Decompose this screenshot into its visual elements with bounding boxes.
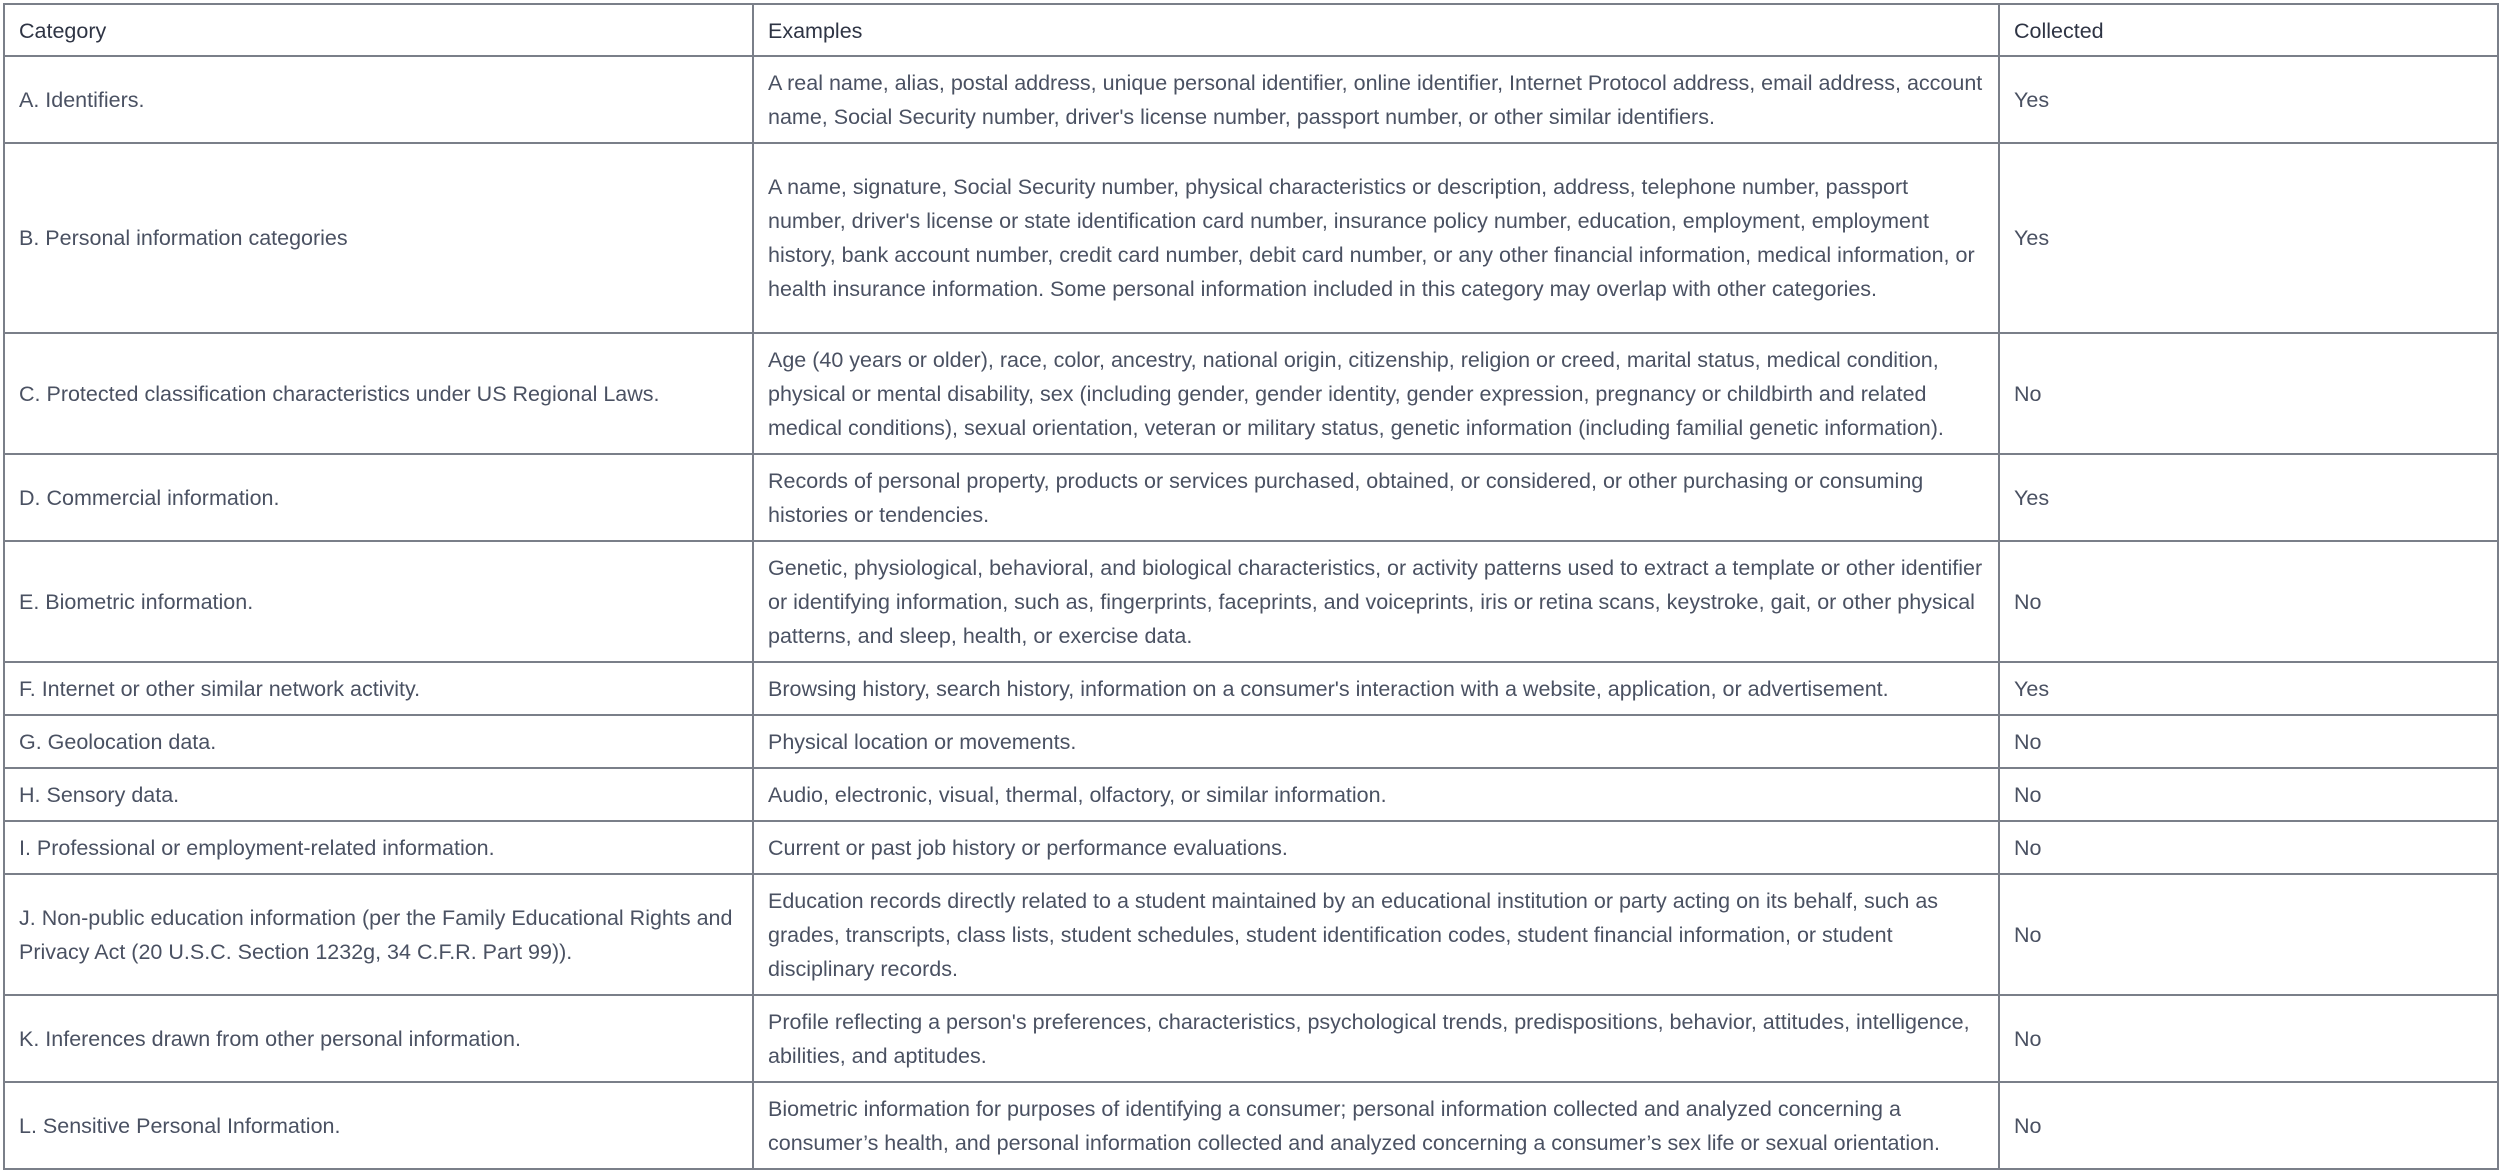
header-category: Category: [4, 4, 753, 56]
category-cell: C. Protected classification characteristics under US Regional Laws.: [4, 333, 753, 454]
header-examples: Examples: [753, 4, 1999, 56]
examples-cell: Records of personal property, products or services purchased, obtained, or considered, or other purchasing or consuming histories or tendencies.: [753, 454, 1999, 541]
category-cell: E. Biometric information.: [4, 541, 753, 662]
collected-cell: No: [1999, 333, 2498, 454]
examples-cell: Education records directly related to a student maintained by an educational institution or party acting on its behalf, such as grades, transcripts, class lists, student schedules, student identification codes, student financial information, or student disciplinary records.: [753, 874, 1999, 995]
collected-cell: Yes: [1999, 143, 2498, 333]
collected-cell: No: [1999, 995, 2498, 1082]
collected-cell: No: [1999, 768, 2498, 821]
table-row: [4, 143, 2498, 333]
header-collected: Collected: [1999, 4, 2498, 56]
examples-cell: A name, signature, Social Security number, physical characteristics or description, address, telephone number, passport number, driver's license or state identification card number, insurance policy number, education, employment, employment history, bank account number, credit card number, debit card number, or any other financial information, medical information, or health insurance information. Some personal information included in this category may overlap with other categories.: [753, 143, 1999, 333]
header-row: [4, 4, 2498, 56]
personal-information-table-container: [3, 3, 2497, 1170]
category-cell: A. Identifiers.: [4, 56, 753, 143]
table-row: [4, 333, 2498, 454]
table-row: [4, 768, 2498, 821]
table-row: [4, 715, 2498, 768]
collected-cell: Yes: [1999, 454, 2498, 541]
examples-cell: Profile reflecting a person's preferences, characteristics, psychological trends, predispositions, behavior, attitudes, intelligence, abilities, and aptitudes.: [753, 995, 1999, 1082]
collected-cell: No: [1999, 821, 2498, 874]
collected-cell: Yes: [1999, 662, 2498, 715]
collected-cell: Yes: [1999, 56, 2498, 143]
collected-cell: No: [1999, 541, 2498, 662]
examples-cell: Biometric information for purposes of identifying a consumer; personal information collected and analyzed concerning a consumer’s health, and personal information collected and analyzed concerning a consumer’s sex life or sexual orientation.: [753, 1082, 1999, 1169]
table-row: [4, 56, 2498, 143]
category-cell: D. Commercial information.: [4, 454, 753, 541]
examples-cell: A real name, alias, postal address, unique personal identifier, online identifier, Internet Protocol address, email address, account name, Social Security number, driver's license number, passport number, or other similar identifiers.: [753, 56, 1999, 143]
examples-cell: Genetic, physiological, behavioral, and biological characteristics, or activity patterns used to extract a template or other identifier or identifying information, such as, fingerprints, faceprints, and voiceprints, iris or retina scans, keystroke, gait, or other physical patterns, and sleep, health, or exercise data.: [753, 541, 1999, 662]
examples-cell: Audio, electronic, visual, thermal, olfactory, or similar information.: [753, 768, 1999, 821]
table-body: [4, 56, 2498, 1169]
table-header: [4, 4, 2498, 56]
table-row: [4, 874, 2498, 995]
personal-information-table: [3, 3, 2499, 1170]
category-cell: G. Geolocation data.: [4, 715, 753, 768]
category-cell: F. Internet or other similar network activity.: [4, 662, 753, 715]
category-cell: H. Sensory data.: [4, 768, 753, 821]
collected-cell: No: [1999, 715, 2498, 768]
table-row: [4, 454, 2498, 541]
table-row: [4, 662, 2498, 715]
table-row: [4, 541, 2498, 662]
category-cell: B. Personal information categories: [4, 143, 753, 333]
table-row: [4, 821, 2498, 874]
table-row: [4, 995, 2498, 1082]
collected-cell: No: [1999, 1082, 2498, 1169]
category-cell: I. Professional or employment-related information.: [4, 821, 753, 874]
category-cell: K. Inferences drawn from other personal information.: [4, 995, 753, 1082]
category-cell: L. Sensitive Personal Information.: [4, 1082, 753, 1169]
category-cell: J. Non-public education information (per the Family Educational Rights and Privacy Act (20 U.S.C. Section 1232g, 34 C.F.R. Part 99)).: [4, 874, 753, 995]
table-row: [4, 1082, 2498, 1169]
examples-cell: Physical location or movements.: [753, 715, 1999, 768]
examples-cell: Browsing history, search history, information on a consumer's interaction with a website, application, or advertisement.: [753, 662, 1999, 715]
examples-cell: Age (40 years or older), race, color, ancestry, national origin, citizenship, religion or creed, marital status, medical condition, physical or mental disability, sex (including gender, gender identity, gender expression, pregnancy or childbirth and related medical conditions), sexual orientation, veteran or military status, genetic information (including familial genetic information).: [753, 333, 1999, 454]
examples-cell: Current or past job history or performance evaluations.: [753, 821, 1999, 874]
collected-cell: No: [1999, 874, 2498, 995]
